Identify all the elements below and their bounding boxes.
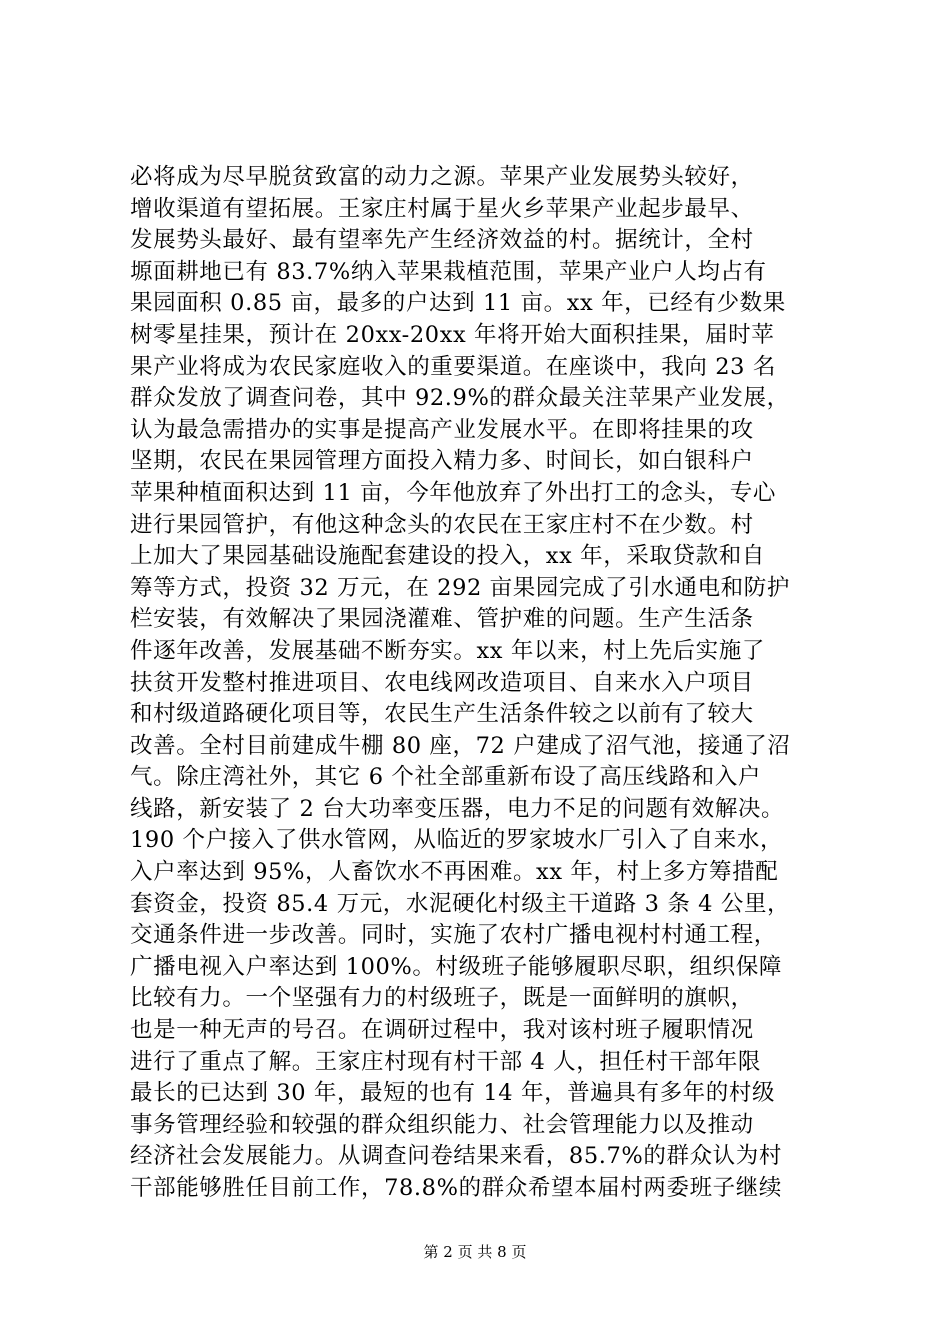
text-line: 件逐年改善，发展基础不断夯实。xx 年以来，村上先后实施了 bbox=[130, 637, 765, 664]
text-line: 筹等方式，投资 32 万元，在 292 亩果园完成了引水通电和防护 bbox=[130, 574, 790, 601]
text-line: 果园面积 0.85 亩，最多的户达到 11 亩。xx 年，已经有少数果 bbox=[130, 290, 786, 317]
text-line: 经济社会发展能力。从调查问卷结果来看，85.7%的群众认为村 bbox=[130, 1143, 782, 1170]
page-footer: 第 2 页 共 8 页 bbox=[423, 1243, 527, 1261]
text-line: 扶贫开发整村推进项目、农电线网改造项目、自来水入户项目 bbox=[130, 669, 754, 696]
text-line: 最长的已达到 30 年，最短的也有 14 年，普遍具有多年的村级 bbox=[130, 1080, 776, 1107]
text-line: 气。除庄湾社外，其它 6 个社全部重新布设了高压线路和入户 bbox=[130, 764, 762, 791]
text-line: 事务管理经验和较强的群众组织能力、社会管理能力以及推动 bbox=[130, 1111, 754, 1138]
text-line: 广播电视入户率达到 100%。村级班子能够履职尽职，组织保障 bbox=[130, 953, 782, 980]
text-line: 栏安装，有效解决了果园浇灌难、管护难的问题。生产生活条 bbox=[130, 606, 754, 633]
text-line: 入户率达到 95%，人畜饮水不再困难。xx 年，村上多方筹措配 bbox=[130, 859, 779, 886]
text-line: 线路，新安装了 2 台大功率变压器，电力不足的问题有效解决。 bbox=[130, 795, 785, 822]
text-line: 树零星挂果，预计在 20xx-20xx 年将开始大面积挂果，届时苹 bbox=[130, 321, 775, 348]
text-line: 果产业将成为农民家庭收入的重要渠道。在座谈中，我向 23 名 bbox=[130, 353, 776, 380]
text-line: 套资金，投资 85.4 万元，水泥硬化村级主干道路 3 条 4 公里， bbox=[130, 890, 791, 917]
text-line: 和村级道路硬化项目等，农民生产生活条件较之以前有了较大 bbox=[130, 701, 754, 728]
text-line: 发展势头最好、最有望率先产生经济效益的村。据统计，全村 bbox=[130, 227, 754, 254]
text-line: 上加大了果园基础设施配套建设的投入，xx 年，采取贷款和自 bbox=[130, 543, 765, 570]
text-line: 苹果种植面积达到 11 亩，今年他放弃了外出打工的念头，专心 bbox=[130, 479, 776, 506]
body-text bbox=[130, 162, 830, 1205]
text-line: 坚期，农民在果园管理方面投入精力多、时间长，如白银科户 bbox=[130, 448, 754, 475]
text-line: 190 个户接入了供水管网，从临近的罗家坡水厂引入了自来水， bbox=[130, 827, 784, 854]
text-line: 增收渠道有望拓展。王家庄村属于星火乡苹果产业起步最早、 bbox=[130, 195, 754, 222]
text-line: 进行果园管护，有他这种念头的农民在王家庄村不在少数。村 bbox=[130, 511, 754, 538]
text-line: 比较有力。一个坚强有力的村级班子，既是一面鲜明的旗帜， bbox=[130, 985, 754, 1012]
text-line: 干部能够胜任目前工作，78.8%的群众希望本届村两委班子继续 bbox=[130, 1175, 782, 1201]
text-line: 塬面耕地已有 83.7%纳入苹果栽植范围，苹果产业户人均占有 bbox=[130, 258, 767, 285]
text-line: 改善。全村目前建成牛棚 80 座，72 户建成了沼气池，接通了沼 bbox=[130, 732, 791, 759]
text-line: 认为最急需措办的实事是提高产业发展水平。在即将挂果的攻 bbox=[130, 416, 754, 443]
text-line: 交通条件进一步改善。同时，实施了农村广播电视村村通工程， bbox=[130, 922, 777, 949]
text-line: 也是一种无声的号召。在调研过程中，我对该村班子履职情况 bbox=[130, 1017, 754, 1044]
text-line: 进行了重点了解。王家庄村现有村干部 4 人，担任村干部年限 bbox=[130, 1048, 762, 1075]
text-line: 必将成为尽早脱贫致富的动力之源。苹果产业发展势头较好， bbox=[130, 164, 754, 190]
text-line: 群众发放了调查问卷，其中 92.9%的群众最关注苹果产业发展， bbox=[130, 385, 790, 412]
